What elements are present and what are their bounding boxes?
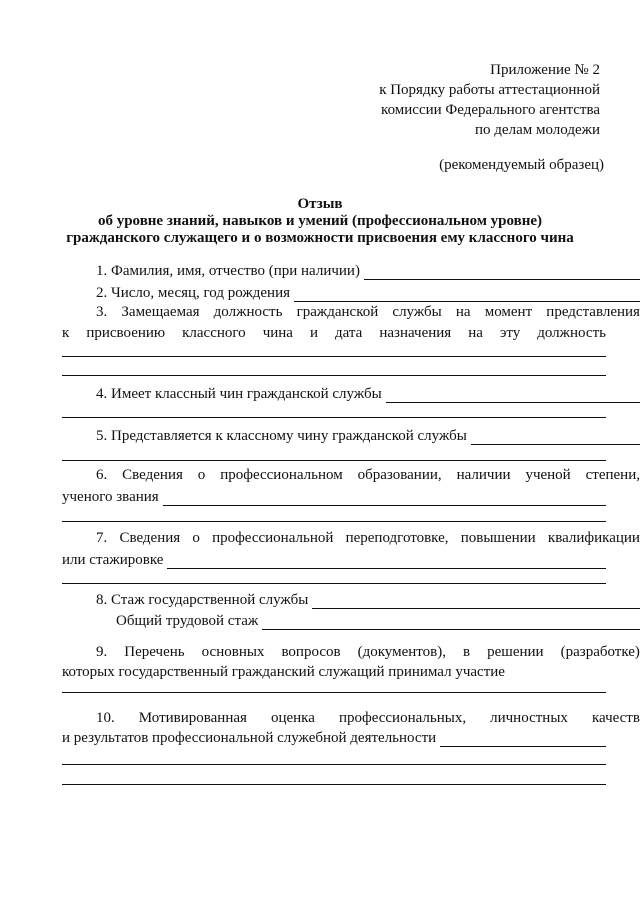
field-label: 1. Фамилия, имя, отчество (при наличии)	[96, 263, 360, 279]
field-label: 5. Представляется к классному чину гражданской службы	[96, 428, 467, 444]
field-row-education	[62, 488, 606, 506]
field-label: Общий трудовой стаж	[116, 613, 259, 629]
field-row-birth-date	[62, 284, 640, 302]
word: ученой	[525, 467, 571, 483]
word: о	[192, 530, 200, 546]
word: (разработке)	[560, 644, 640, 660]
word: службы	[392, 304, 442, 320]
word: о	[197, 467, 206, 483]
field-label: ученого звания	[62, 489, 159, 505]
word: Перечень	[124, 644, 185, 660]
word: Замещаемая	[121, 304, 200, 320]
field-row-civil-service-tenure	[62, 591, 640, 609]
appendix-ref-line: к Порядку работы аттестационной	[379, 82, 600, 98]
word: (документов),	[357, 644, 446, 660]
word: на	[468, 325, 483, 341]
title-line: об уровне знаний, навыков и умений (профессиональном уровне)	[97, 213, 543, 229]
class-rank-field-line[interactable]	[62, 417, 606, 418]
word: на	[455, 304, 471, 320]
word: оценка	[270, 710, 315, 726]
word: в	[463, 644, 471, 660]
field-label: 2. Число, месяц, год рождения	[96, 285, 290, 301]
education-field-line[interactable]	[62, 521, 606, 522]
retraining-field-line[interactable]	[62, 583, 606, 584]
word: переподготовке,	[345, 530, 449, 546]
education-field[interactable]	[163, 491, 606, 506]
appendix-ref-line: по делам молодежи	[475, 122, 600, 138]
word: и	[309, 325, 319, 341]
word: 9.	[96, 644, 108, 660]
item-3-line-1	[62, 303, 640, 321]
word: личностных	[490, 710, 568, 726]
word: к	[62, 325, 70, 341]
field-row-total-tenure	[62, 612, 640, 630]
retraining-field[interactable]	[167, 554, 606, 569]
field-label: которых государственный гражданский служащий принимал участие	[62, 664, 505, 680]
field-label: или стажировке	[62, 552, 164, 568]
word: Сведения	[119, 530, 181, 546]
evaluation-field-line[interactable]	[62, 764, 606, 765]
appendix-ref-line: комиссии Федерального агентства	[381, 102, 600, 118]
word: дата	[335, 325, 363, 341]
full-name-field[interactable]	[364, 265, 640, 280]
word: 10.	[96, 710, 115, 726]
word: квалификации	[547, 530, 640, 546]
word: назначения	[379, 325, 452, 341]
word: повышении	[460, 530, 536, 546]
word: 6.	[96, 467, 108, 483]
word: профессиональном	[220, 467, 343, 483]
word: гражданской	[296, 304, 379, 320]
word: профессиональной	[212, 530, 334, 546]
item-9-line-1	[62, 643, 640, 661]
civil-service-tenure-field[interactable]	[312, 594, 640, 609]
issues-field-line[interactable]	[62, 692, 606, 693]
field-row-retraining	[62, 551, 606, 569]
word: 3.	[96, 304, 108, 320]
word: момент	[484, 304, 533, 320]
title-line: Отзыв	[297, 196, 343, 212]
total-tenure-field[interactable]	[262, 615, 640, 630]
birth-date-field[interactable]	[294, 287, 640, 302]
item-9-line-2	[62, 663, 606, 681]
field-row-full-name	[62, 262, 640, 280]
field-row-evaluation	[62, 729, 606, 747]
word: представления	[546, 304, 640, 320]
field-row-class-rank	[62, 385, 640, 403]
word: эту	[499, 325, 521, 341]
word: Сведения	[122, 467, 183, 483]
field-label: 8. Стаж государственной службы	[96, 592, 309, 608]
field-label: и результатов профессиональной служебной деятельности	[62, 730, 437, 746]
evaluation-field[interactable]	[440, 732, 606, 747]
nominated-rank-field[interactable]	[471, 430, 640, 445]
word: образовании,	[357, 467, 442, 483]
word: степени,	[585, 467, 640, 483]
position-field-line[interactable]	[62, 375, 606, 376]
word: присвоению	[86, 325, 166, 341]
title-line: гражданского служащего и о возможности присвоения ему классного чина	[66, 230, 574, 246]
class-rank-field[interactable]	[386, 388, 640, 403]
word: 7.	[96, 530, 108, 546]
word: должность	[537, 325, 606, 341]
sample-note: (рекомендуемый образец)	[439, 157, 604, 173]
item-7-line-1	[62, 529, 640, 547]
field-row-nominated-rank	[62, 427, 640, 445]
word: Мотивированная	[138, 710, 247, 726]
word: наличии	[456, 467, 511, 483]
position-field-line[interactable]	[62, 356, 606, 357]
evaluation-field-line[interactable]	[62, 784, 606, 785]
appendix-header	[379, 60, 600, 140]
appendix-number: Приложение № 2	[490, 62, 600, 78]
word: вопросов	[281, 644, 341, 660]
nominated-rank-field-line[interactable]	[62, 460, 606, 461]
field-label: 4. Имеет классный чин гражданской службы	[96, 386, 382, 402]
document-title	[0, 196, 640, 247]
item-6-line-1	[62, 466, 640, 484]
item-10-line-1	[62, 709, 640, 727]
word: профессиональных,	[338, 710, 467, 726]
word: чина	[262, 325, 293, 341]
word: классного	[182, 325, 246, 341]
word: основных	[201, 644, 265, 660]
word: решении	[487, 644, 544, 660]
word: должность	[213, 304, 283, 320]
item-3-line-2	[62, 324, 606, 342]
word: качеств	[591, 710, 640, 726]
